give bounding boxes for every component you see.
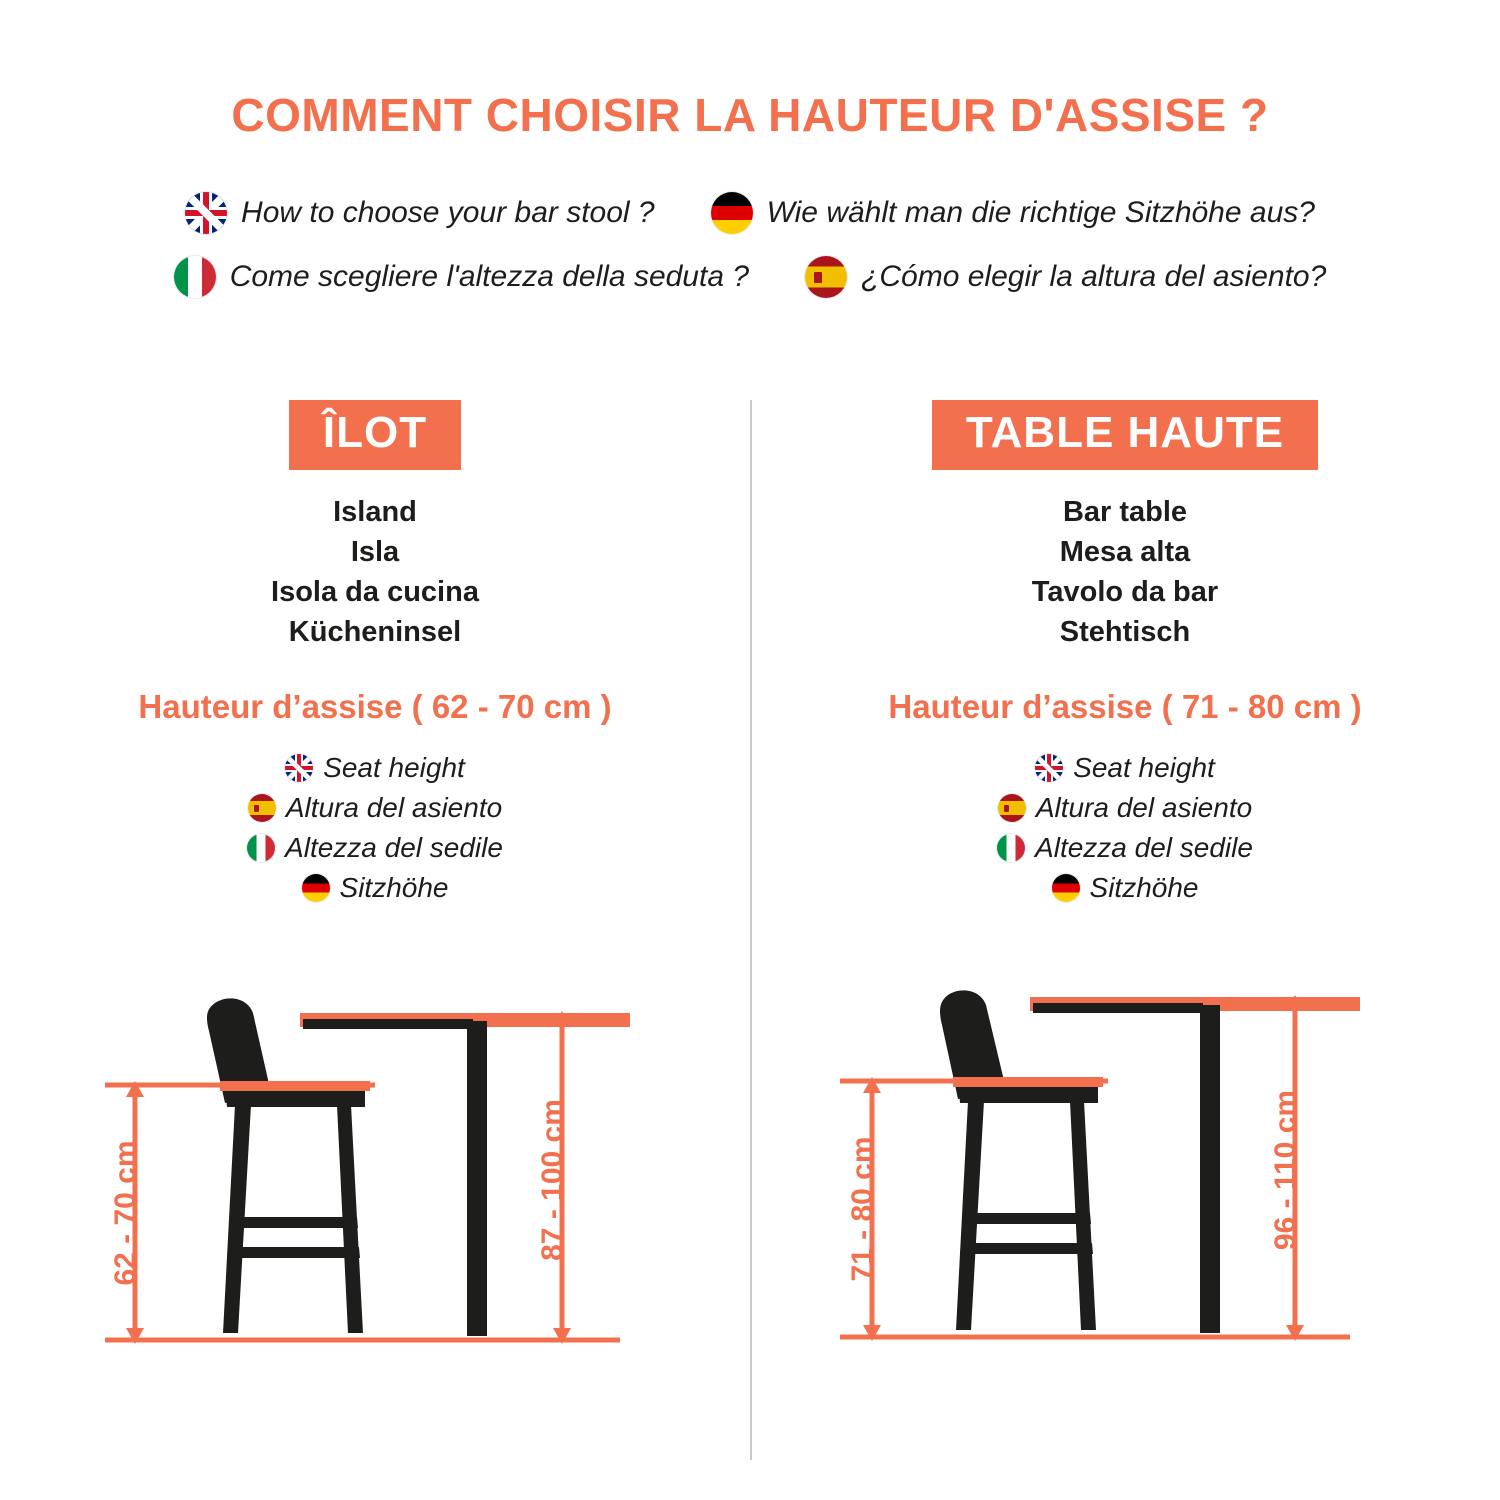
seat-translation-text: Sitzhöhe [339,872,449,904]
seat-translation-line [0,832,750,864]
category-names [0,492,750,652]
category-name: Mesa alta [1059,536,1191,569]
seat-height-translations [750,752,1500,904]
category-name: Isola da cucina [271,576,479,609]
category-name: Kücheninsel [288,616,462,649]
seat-translation-text: Sitzhöhe [1089,872,1199,904]
uk-flag-icon [285,754,313,782]
translation-item [805,256,1326,298]
spain-flag-icon [998,794,1026,822]
germany-flag-icon [711,192,753,234]
translation-text: ¿Cómo elegir la altura del asiento? [861,260,1327,293]
stool-graphic [207,998,370,1333]
island-diagram [75,985,675,1410]
uk-flag-icon [1035,754,1063,782]
seat-translation-line [750,872,1500,904]
column-island [0,400,750,912]
table-height-measure-label: 96 - 110 cm [1269,1089,1302,1251]
seat-translation-text: Seat height [1073,752,1215,784]
italy-flag-icon [174,256,216,298]
translation-row [0,192,1500,234]
seat-height-measure-label: 62 - 70 cm [109,1140,142,1286]
translation-text: Come scegliere l'altezza della seduta ? [229,260,750,293]
category-names [750,492,1500,652]
category-badge: TABLE HAUTE [932,400,1318,470]
category-name: Bar table [1062,496,1188,529]
translation-row [0,256,1500,298]
seat-translation-text: Altezza del sedile [285,832,503,864]
category-name: Tavolo da bar [1031,576,1219,609]
seat-height-translations [0,752,750,904]
translation-item [174,256,749,298]
table-height-measure-label: 87 - 100 cm [536,1099,569,1261]
translation-item [185,192,655,234]
seat-translation-line [0,872,750,904]
seat-height-measure-label: 71 - 80 cm [846,1136,879,1282]
translation-text: Wie wählt man die richtige Sitzhöhe aus? [766,196,1315,229]
italy-flag-icon [997,834,1025,862]
uk-flag-icon [185,192,227,234]
bar-table-diagram [830,985,1430,1410]
header-translations [0,192,1500,320]
seat-translation-text: Altura del asiento [285,792,503,824]
seat-translation-text: Seat height [323,752,465,784]
seat-height-title: Hauteur d’assise ( 71 - 80 cm ) [888,688,1362,726]
germany-flag-icon [302,874,330,902]
seat-translation-text: Altezza del sedile [1035,832,1253,864]
column-bar-table [750,400,1500,912]
category-name: Isla [350,536,400,569]
stool-graphic [940,990,1103,1330]
translation-item [711,192,1315,234]
category-name: Island [333,496,417,529]
germany-flag-icon [1052,874,1080,902]
page-title: COMMENT CHOISIR LA HAUTEUR D'ASSISE ? [231,89,1269,141]
seat-translation-line [750,792,1500,824]
italy-flag-icon [247,834,275,862]
seat-translation-text: Altura del asiento [1035,792,1253,824]
spain-flag-icon [248,794,276,822]
spain-flag-icon [805,256,847,298]
seat-translation-line [0,792,750,824]
category-badge: ÎLOT [289,400,461,470]
seat-translation-line [750,752,1500,784]
seat-height-title: Hauteur d’assise ( 62 - 70 cm ) [138,688,612,726]
seat-translation-line [750,832,1500,864]
translation-text: How to choose your bar stool ? [241,196,655,229]
category-name: Stehtisch [1059,616,1191,649]
seat-translation-line [0,752,750,784]
